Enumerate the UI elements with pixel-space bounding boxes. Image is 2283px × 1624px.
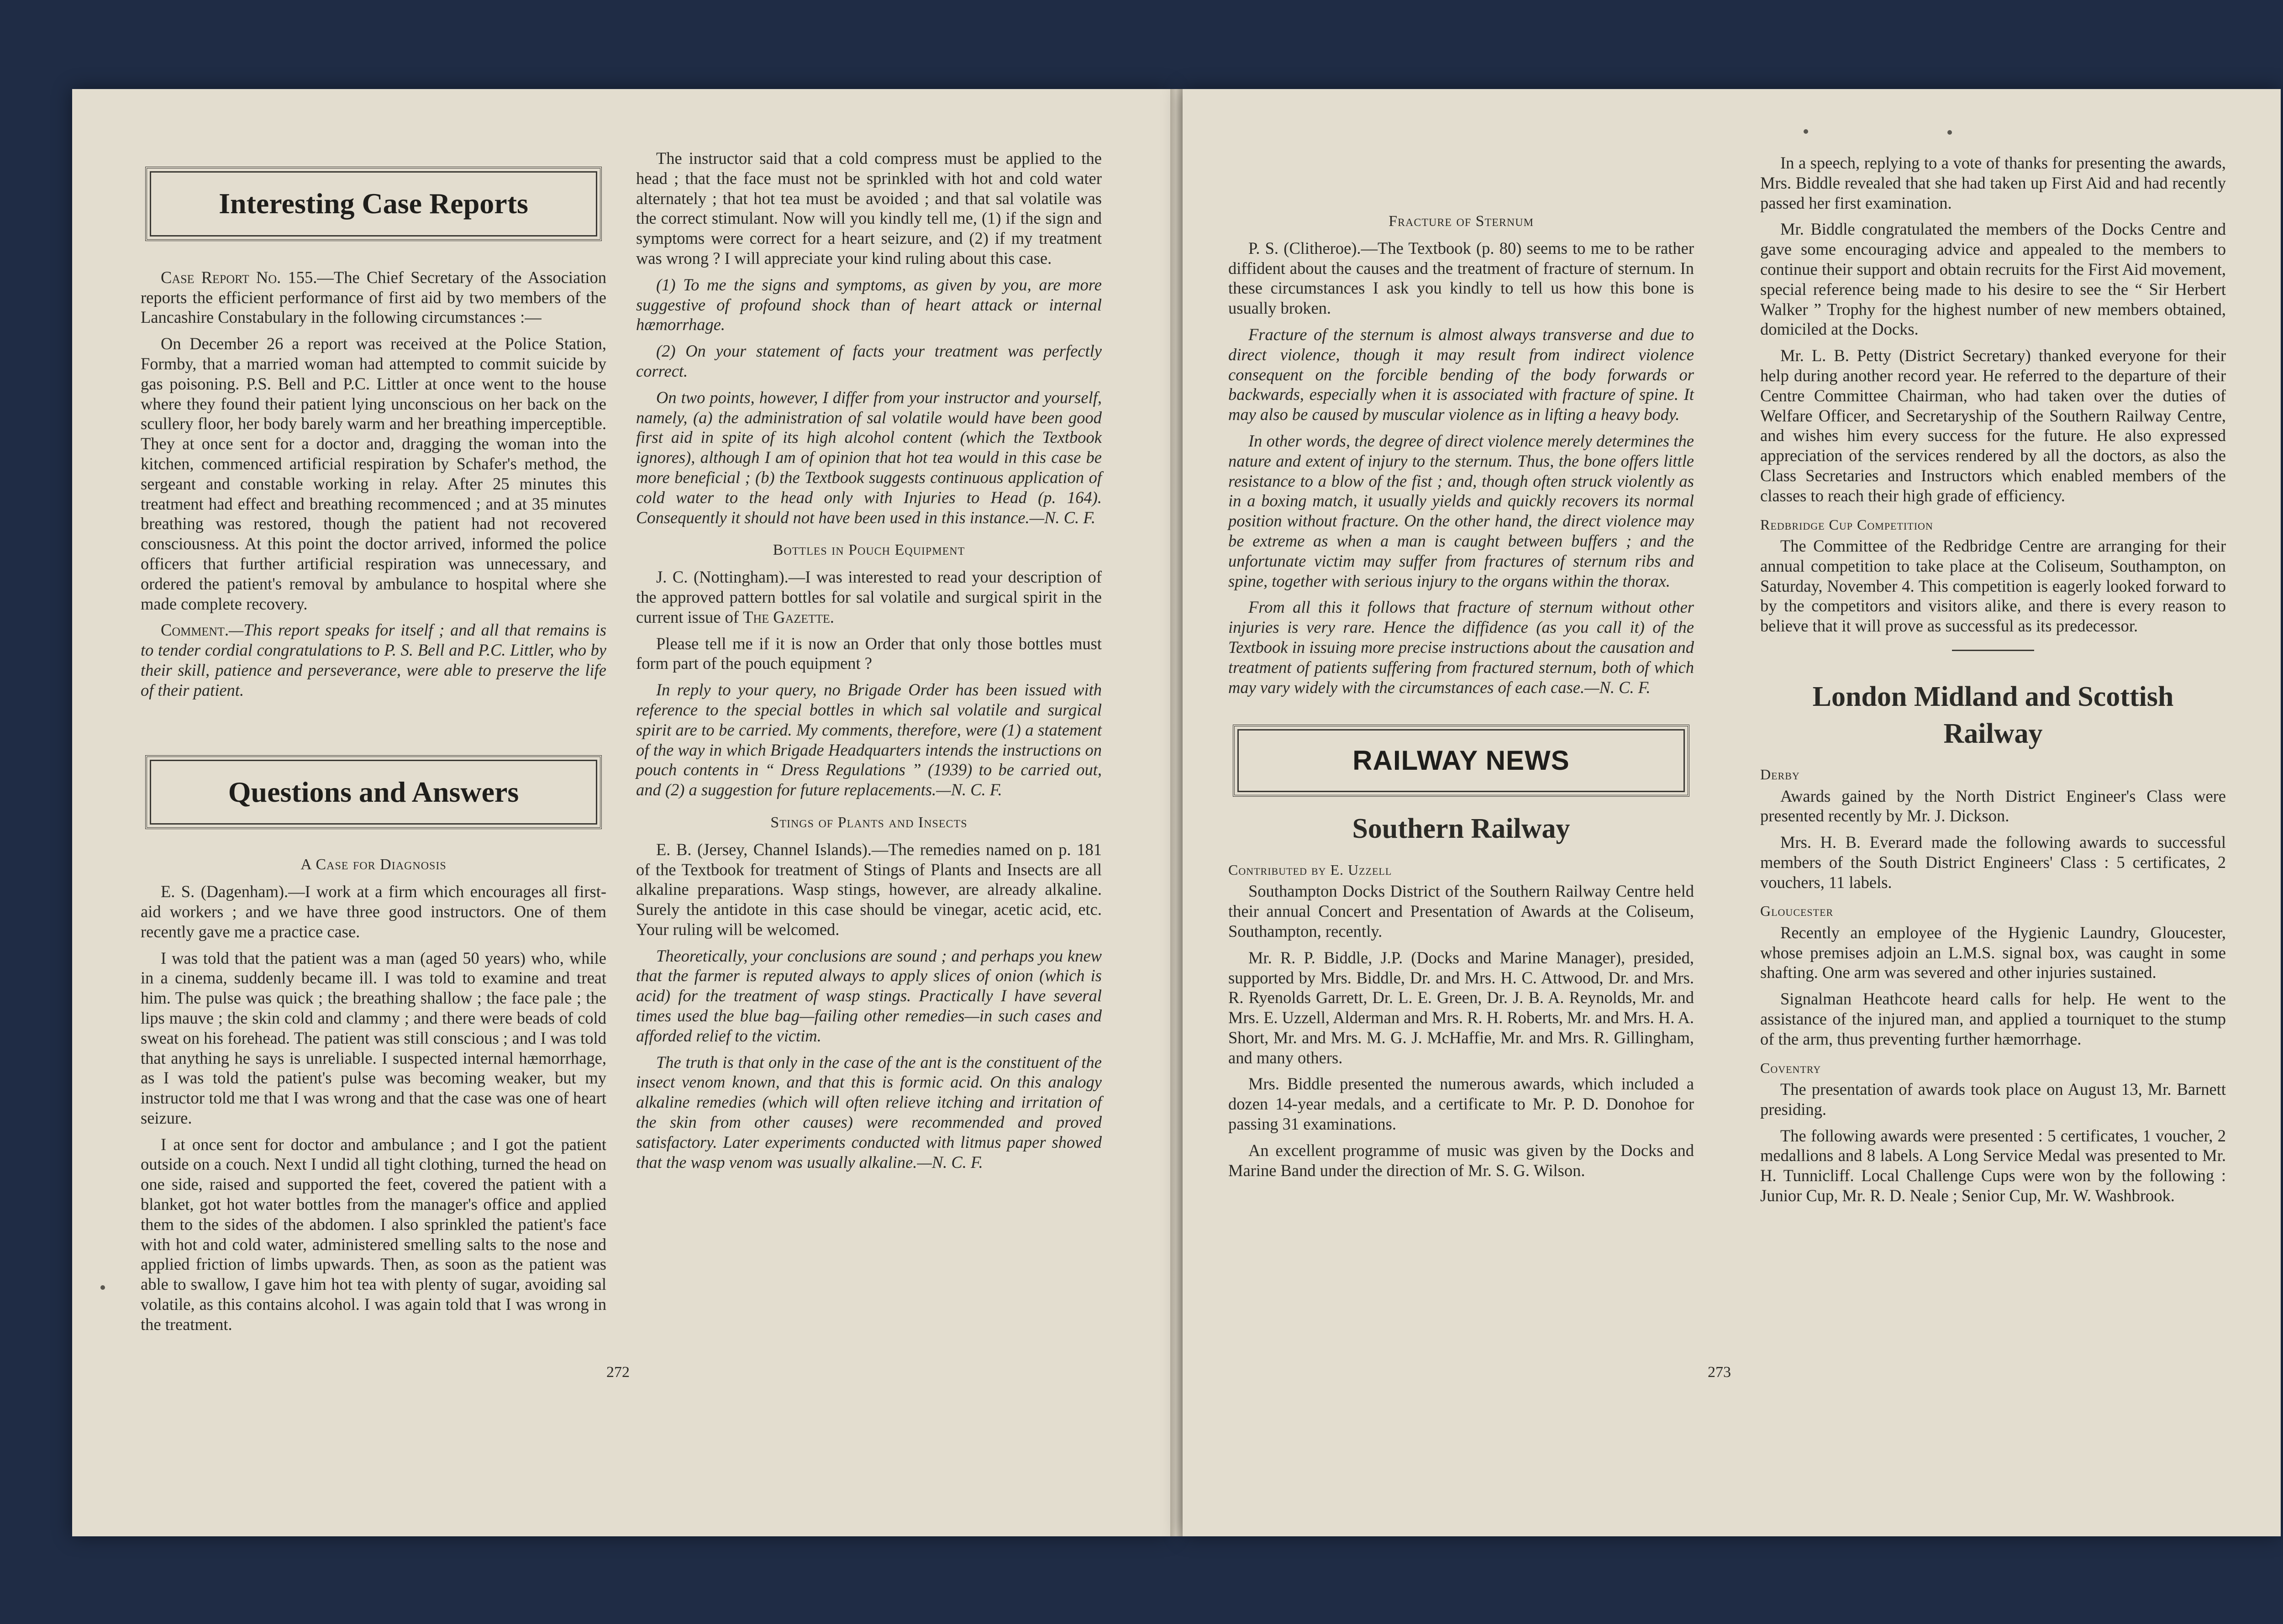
diagnosis-answer-1: (1) To me the signs and symptoms, as given by you, are more suggestive of profound shock than of heart attack or internal hæmorrhage. bbox=[636, 275, 1102, 334]
stings-answer-1: Theoretically, your conclusions are sound ; and perhaps you knew that the farmer is reputed always to apply slices of onion (which is acid) for the treatment of wasp stings. Practically I have several times used the blue bag—failing other remedies—in such cases and afforded relief to the victim. bbox=[636, 946, 1102, 1045]
bottles-title: Bottles in Pouch Equipment bbox=[773, 541, 965, 559]
stings-answer-2: The truth is that only in the case of the ant is the constituent of the insect venom known, and that this is formic acid. On this analogy alkaline remedies (which will often relieve itching and irritation of the skin from other causes) were recommended and proved satisfactory. Later experiments conducted with litmus paper showed that the wasp venom was usually alkaline.—N. C. F. bbox=[636, 1052, 1102, 1172]
sternum-title: Fracture of Sternum bbox=[1389, 213, 1534, 230]
right-page-number: 273 bbox=[1708, 1364, 1731, 1381]
southern-p6: Mr. Biddle congratulated the members of the Docks Centre and gave some encouraging advice and appealed to the members to continue their support and obtain recruits for the First Aid movement, special reference being made to his desire to see the “ Sir Herbert Walker ” Trophy for the highest number of new members obtained, domiciled at the Docks. bbox=[1760, 220, 2226, 339]
sternum-answer-2: In other words, the degree of direct violence merely determines the nature and extent of injury to the sternum. Thus, the bone offers little resistance to a blow of the fist ; and, though often struck violently as in a boxing match, it usually yields and quickly recovers its normal position without fracture. On the other hand, the direct violence may be extreme as when a man is caught between buffers ; and the unfortunate victim may suffer from fractures of sternum ribs and spine, together with serious injury to the organs within the thorax. bbox=[1228, 431, 1694, 590]
gloucester-title: Gloucester bbox=[1760, 903, 1834, 920]
diagnosis-p3: I at once sent for doctor and ambulance ; and I got the patient outside on a couch. Next I undid all tight clothing, turned the head on one side, raised and supported the feet, covered the patient with a blanket, got hot water bottles from the manager's office and applied them to the sides of the abdomen. I also sprinkled the patient's face with hot and cold water, administered smelling salts to the nose and applied friction of limbs upwards. Then, as soon as the patient was able to swallow, I gave him hot tea with plenty of sugar, avoiding sal volatile, as this contains alcohol. I was again told that I was wrong in the treatment. bbox=[141, 1135, 606, 1334]
sternum-answer-1: Fracture of the sternum is almost always transverse and due to direct violence, though it may result from indirect violence consequent on the forcible bending of the body forwards or backwards, especially when it is associated with fracture of spine. It may also be caused by muscular violence as in lifting a heavy body. bbox=[1228, 325, 1694, 424]
sternum-p1: P. S. (Clitheroe).—The Textbook (p. 80) seems to me to be rather diffident about the causes and the treatment of fracture of sternum. In these circumstances I ask you kindly to tell us how this bone is usually broken. bbox=[1228, 238, 1694, 318]
bottles-p1 bbox=[636, 567, 1102, 627]
stray-mark bbox=[1947, 130, 1952, 135]
left-page bbox=[72, 89, 1170, 1536]
comment-label: Comment. bbox=[161, 620, 229, 640]
southern-railway-title: Southern Railway bbox=[1352, 813, 1570, 845]
southern-p2: Mr. R. P. Biddle, J.P. (Docks and Marine Manager), presided, supported by Mrs. Biddle, Dr. and Mrs. H. C. Attwood, Dr. and Mrs. R. Ryenolds Garrett, Dr. L. E. Green, Dr. J. B. A. Reynolds, Mr. and Mrs. E. Uzzell, Alderman and Mrs. R. H. Roberts, Mr. and Mrs. H. A. Short, Mr. and Mrs. M. G. J. McHaffie, Mr. and Mrs. R. Gillingham, and many others. bbox=[1228, 948, 1694, 1067]
bottles-p1-text: J. C. (Nottingham).—I was interested to read your description of the approved pattern bottles for sal volatile and surgical spirit in the current issue of bbox=[636, 568, 1102, 626]
southern-p7: Mr. L. B. Petty (District Secretary) thanked everyone for their help during another record year. He referred to the departure of their Centre Committee Chairman, who had taken over the duties of Welfare Officer, and Secretaryship of the Southern Railway Centre, and wishes him every success for the future. He also expressed appreciation of the services rendered by all the doctors, as also the Class Secretaries and Instructors which enabled members of the classes to reach their high grade of efficiency. bbox=[1760, 346, 2226, 505]
gloucester-p1: Recently an employee of the Hygienic Laundry, Gloucester, whose premises adjoin an L.M.S. signal box, was caught in some shafting. One arm was severed and other injuries sustained. bbox=[1760, 923, 2226, 982]
southern-p4: An excellent programme of music was given by the Docks and Marine Band under the direction of Mr. S. G. Wilson. bbox=[1228, 1140, 1694, 1180]
derby-title: Derby bbox=[1760, 766, 1800, 783]
stray-mark bbox=[1804, 129, 1808, 134]
book-spine bbox=[1170, 89, 1183, 1536]
diagnosis-title: A Case for Diagnosis bbox=[300, 856, 447, 873]
derby-p2: Mrs. H. B. Everard made the following awards to successful members of the South District Engineers' Class : 5 certificates, 2 vouchers, 11 labels. bbox=[1760, 833, 2226, 892]
southern-p1: Southampton Docks District of the Southern Railway Centre held their annual Concert and Presentation of Awards at the Coliseum, Southampton, recently. bbox=[1228, 882, 1694, 941]
right-column-2 bbox=[1760, 153, 2226, 1212]
right-column-1 bbox=[1228, 148, 1694, 1187]
case-reports-heading-box bbox=[145, 167, 602, 241]
gazette-name: The Gazette. bbox=[743, 607, 834, 626]
gloucester-p2: Signalman Heathcote heard calls for help. He went to the assistance of the injured man, and applied a tourniquet to the stump of the arm, thus preventing further hæmorrhage. bbox=[1760, 989, 2226, 1048]
railway-news-heading-box bbox=[1233, 725, 1689, 797]
coventry-title: Coventry bbox=[1760, 1059, 1821, 1076]
lms-title: London Midland and Scottish Railway bbox=[1812, 681, 2174, 749]
stray-mark bbox=[100, 1285, 105, 1290]
diagnosis-p4: The instructor said that a cold compress must be applied to the head ; that the face must not be sprinkled with hot and cold water alternately ; that hot tea must be avoided ; and that sal volatile was the correct stimulant. Now will you kindly tell me, (1) if the sign and symptoms were correct for a heart seizure, and (2) if my treatment was wrong ? I will appreciate your kind ruling about this case. bbox=[636, 149, 1102, 268]
left-page-number: 272 bbox=[606, 1364, 630, 1381]
case-report-paragraph bbox=[141, 268, 606, 327]
right-page bbox=[1183, 89, 2281, 1536]
qa-heading-box bbox=[145, 755, 602, 830]
case-report-label: Case Report No. bbox=[161, 268, 281, 287]
bottles-p2: Please tell me if it is now an Order that only those bottles must form part of the pouch equipment ? bbox=[636, 634, 1102, 673]
case-report-comment bbox=[141, 620, 606, 700]
coventry-p2: The following awards were presented : 5 certificates, 1 voucher, 2 medallions and 8 labels. A Long Service Medal was presented to Mr. H. Tunnicliff. Local Challenge Cups were won by the following : Junior Cup, Mr. R. D. Neale ; Senior Cup, Mr. W. Washbrook. bbox=[1760, 1126, 2226, 1205]
case-reports-heading: Interesting Case Reports bbox=[150, 171, 597, 237]
diagnosis-p2: I was told that the patient was a man (aged 50 years) who, while in a cinema, suddenly became ill. I was told to examine and treat him. The pulse was quick ; the breathing shallow ; the face pale ; the lips mauve ; the skin cold and clammy ; and there were beads of cold sweat on his forehead. The patient was still conscious ; and I was told that anything he says is unreliable. I suspected internal hæmorrhage, as I was told the patient's pulse was becoming weaker, but my instructor told me that I was wrong and that the case was one of heart seizure. bbox=[141, 948, 606, 1127]
section-rule bbox=[1952, 650, 2034, 651]
case-report-text: 155.—The Chief Secretary of the Association reports the efficient performance of first aid by two members of the Lancashire Constabulary in the following circumstances :— bbox=[141, 268, 607, 327]
sternum-answer-3: From all this it follows that fracture of sternum without other injuries is very rare. Hence the diffidence (as you call it) of the Textbook in issuing more precise instructions about the causation and treatment of patients suffering from fractured sternum, both of which may vary widely with the circumstances of each case.—N. C. F. bbox=[1228, 598, 1694, 697]
southern-p5: In a speech, replying to a vote of thanks for presenting the awards, Mrs. Biddle revealed that she had taken up First Aid and had recently passed her first examination. bbox=[1760, 153, 2226, 212]
diagnosis-answer-3: On two points, however, I differ from your instructor and yourself, namely, (a) the administration of sal volatile would have been good first aid in spite of its high alcohol content (which the Textbook ignores), although I am of opinion that hot tea would in this case be more beneficial ; (b) the Textbook suggests continuous application of cold water to the head only with Injuries to Head (p. 164). Consequently it should not have been used in this instance.—N. C. F. bbox=[636, 388, 1102, 527]
railway-news-heading: RAILWAY NEWS bbox=[1237, 729, 1685, 792]
stings-title: Stings of Plants and Insects bbox=[770, 814, 968, 831]
redbridge-title: Redbridge Cup Competition bbox=[1760, 516, 1933, 533]
southern-byline: Contributed by E. Uzzell bbox=[1228, 861, 1392, 878]
qa-heading: Questions and Answers bbox=[150, 760, 597, 825]
coventry-p1: The presentation of awards took place on August 13, Mr. Barnett presiding. bbox=[1760, 1080, 2226, 1119]
derby-p1: Awards gained by the North District Engineer's Class were presented recently by Mr. J. Dickson. bbox=[1760, 786, 2226, 825]
diagnosis-answer-2: (2) On your statement of facts your treatment was perfectly correct. bbox=[636, 342, 1102, 380]
comment-text: —This report speaks for itself ; and all that remains is to tender cordial congratulations to P. S. Bell and P.C. Littler, who by their skill, patience and perseverance, were able to preserve the life of their patient. bbox=[141, 620, 606, 699]
left-column-1 bbox=[141, 148, 606, 1341]
left-column-2 bbox=[636, 148, 1102, 1178]
bottles-answer: In reply to your query, no Brigade Order has been issued with reference to the special bottles in which sal volatile and surgical spirit are to be carried. My comments, therefore, were (1) a statement of the way in which Brigade Headquarters intends the instructions on pouch contents in “ Dress Regulations ” (1939) to be carried out, and (2) a suggestion for future replacements.—N. C. F. bbox=[636, 680, 1102, 799]
stings-p1: E. B. (Jersey, Channel Islands).—The remedies named on p. 181 of the Textbook for treatment of Stings of Plants and Insects are all alkaline preparations. Wasp stings, however, are already alkaline. Surely the antidote in this case should be vinegar, acetic acid, etc. Your ruling will be welcomed. bbox=[636, 840, 1102, 939]
diagnosis-p1: E. S. (Dagenham).—I work at a firm which encourages all first-aid workers ; and we have three good instructors. One of them recently gave me a practice case. bbox=[141, 882, 606, 941]
southern-p3: Mrs. Biddle presented the numerous awards, which included a dozen 14-year medals, and a certificate to Mr. P. D. Donohoe for passing 31 examinations. bbox=[1228, 1074, 1694, 1134]
redbridge-text: The Committee of the Redbridge Centre are arranging for their annual competition to take place at the Coliseum, Southampton, on Saturday, November 4. This competition is eagerly looked forward to by the competitors and visitors alike, and there is every reason to believe that it will prove as successful as its predecessor. bbox=[1760, 536, 2226, 636]
case-report-body: On December 26 a report was received at the Police Station, Formby, that a married woman had attempted to commit suicide by gas poisoning. P.S. Bell and P.C. Littler at once went to the house where they found their patient lying unconscious on her back on the scullery floor, her body barely warm and her breathing imperceptible. They at once sent for a doctor and, dragging the woman into the kitchen, commenced artificial respiration by Schafer's method, the sergeant and constable working in relay. After 25 minutes this treatment had effect and breathing recommenced ; and at 35 minutes breathing was restored, though the patient had not recovered consciousness. At this point the doctor arrived, informed the police officers that further artificial respiration was unnecessary, and ordered the patient's removal by ambulance to hospital where she made complete recovery. bbox=[141, 334, 606, 613]
